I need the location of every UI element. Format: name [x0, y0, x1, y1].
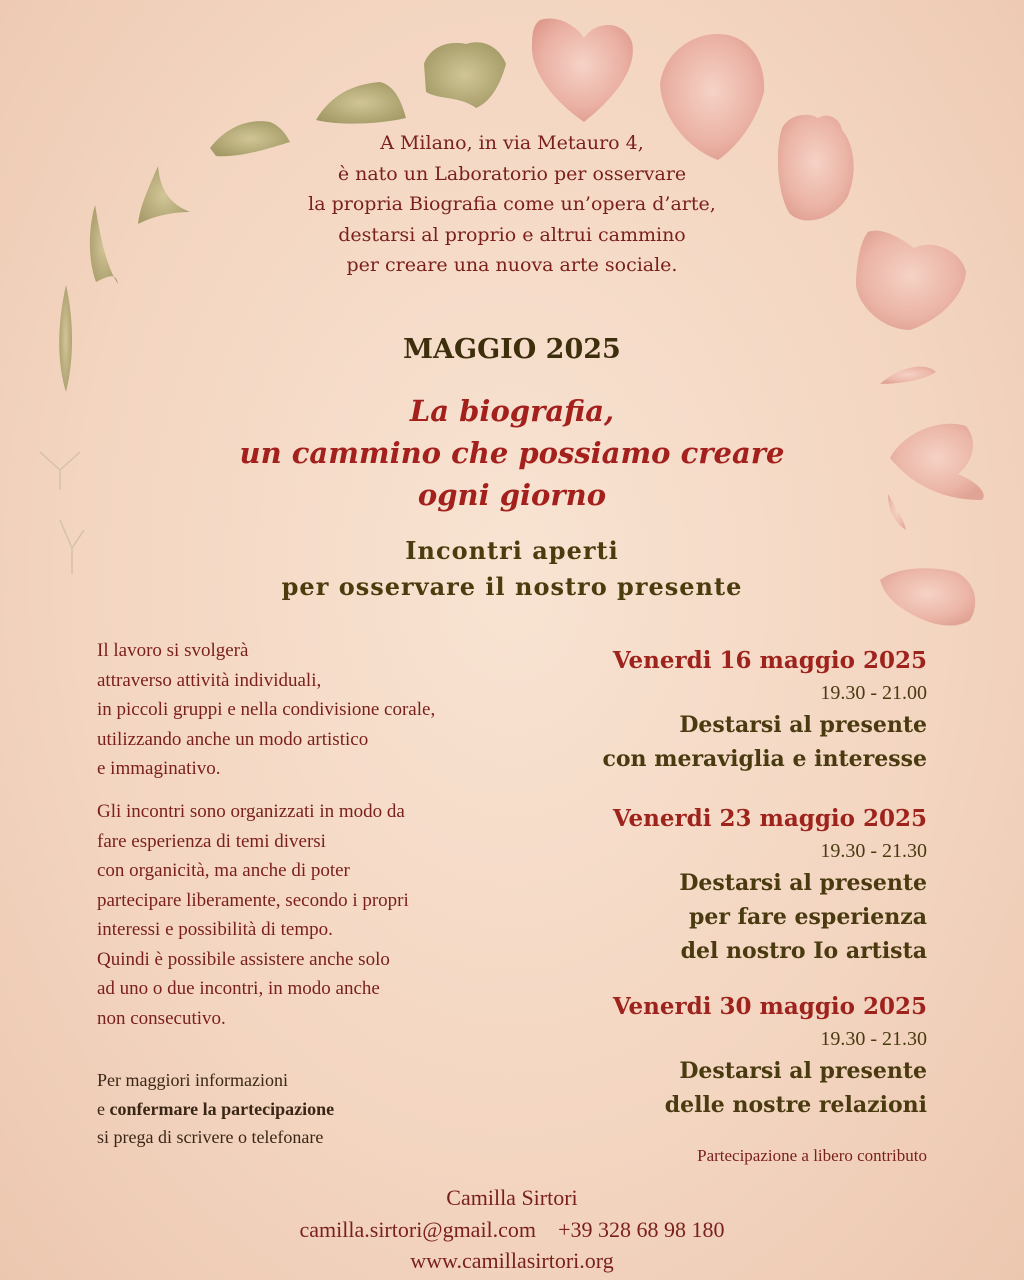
event-date: Venerdi 16 maggio 2025 [612, 647, 927, 674]
event-desc: del nostro Io artista [680, 938, 927, 964]
p1-line: attraverso attività individuali, [97, 669, 322, 691]
p2-line: interessi e possibilità di tempo. [97, 919, 333, 940]
subtitle-line-1: Incontri aperti [405, 536, 619, 565]
description-paragraph-1 [97, 636, 537, 784]
confirm-participation: confermare la partecipazione [109, 1098, 335, 1119]
petal-5 [880, 367, 936, 384]
event-desc: Destarsi al presente [679, 870, 927, 896]
intro-line-1: A Milano, in via Metauro 4, [380, 132, 644, 154]
event-time: 19.30 - 21.00 [820, 682, 927, 704]
event-1 [540, 644, 927, 776]
title-line-2: un cammino che possiamo creare [239, 436, 785, 470]
footer [0, 1182, 1024, 1277]
p1-line: in piccoli gruppi e nella condivisione corale, [97, 699, 436, 720]
contact-info [97, 1066, 537, 1152]
subtitle-line-2: per osservare il nostro presente [281, 572, 743, 601]
sprig-1 [40, 452, 80, 490]
month-heading: MAGGIO 2025 [403, 334, 621, 365]
intro-text [212, 128, 812, 281]
petal-1 [532, 19, 633, 122]
intro-line-2: è nato un Laboratorio per osservare [337, 162, 687, 185]
event-desc: per fare esperienza [688, 904, 927, 930]
description-paragraph-2 [97, 797, 537, 1033]
p2-line: ad uno o due incontri, in modo anche [97, 978, 380, 999]
organizer-name: Camilla Sirtori [446, 1185, 578, 1210]
title-line-3: ogni giorno [417, 478, 607, 512]
phone-link[interactable]: +39 328 68 98 180 [558, 1216, 725, 1242]
event-desc: Destarsi al presente [679, 1058, 927, 1084]
contact-line-3: si prega di scrivere o telefonare [97, 1127, 324, 1147]
p2-line: Quindi è possibile assistere anche solo [97, 948, 390, 970]
sprig-2 [60, 520, 84, 574]
contact-line-1: Per maggiori informazioni [97, 1070, 288, 1090]
intro-line-5: per creare una nuova arte sociale. [346, 254, 678, 276]
event-desc: Destarsi al presente [679, 712, 927, 738]
contact-line-2 [97, 1095, 537, 1124]
leaf-3 [138, 166, 190, 224]
event-date: Venerdi 23 maggio 2025 [612, 805, 927, 832]
event-2 [540, 802, 927, 968]
event-3 [540, 990, 927, 1122]
contact-line-2-prefix: e [97, 1098, 110, 1119]
leaf-6 [424, 42, 506, 108]
title-line-1: La biografia, [409, 394, 615, 428]
event-desc: delle nostre relazioni [664, 1092, 927, 1118]
email-link[interactable]: camilla.sirtori@gmail.com [299, 1216, 537, 1242]
leaf-2 [90, 205, 118, 284]
website-link[interactable]: www.camillasirtori.org [410, 1248, 614, 1273]
petal-4 [856, 231, 966, 330]
event-date: Venerdi 30 maggio 2025 [612, 993, 927, 1020]
p1-line: e immaginativo. [97, 758, 221, 779]
event-desc: con meraviglia e interesse [602, 746, 927, 772]
page-title [112, 390, 912, 516]
contribution-note: Partecipazione a libero contributo [697, 1146, 927, 1165]
p2-line: non consecutivo. [97, 1007, 226, 1029]
intro-line-4: destarsi al proprio e altrui cammino [338, 223, 686, 246]
p2-line: con organicità, ma anche di poter [97, 860, 350, 881]
subtitle [112, 533, 912, 605]
p1-line: Il lavoro si svolgerà [97, 640, 249, 661]
contact-row [0, 1214, 1024, 1246]
p2-line: fare esperienza di temi diversi [97, 830, 326, 852]
intro-line-3: la propria Biografia come un’opera d’arte, [308, 193, 716, 215]
leaf-5 [316, 82, 406, 124]
event-time: 19.30 - 21.30 [820, 840, 927, 862]
p2-line: Gli incontri sono organizzati in modo da [97, 801, 405, 822]
p1-line: utilizzando anche un modo artistico [97, 728, 369, 750]
p2-line: partecipare liberamente, secondo i propri [97, 889, 409, 911]
event-time: 19.30 - 21.30 [820, 1028, 927, 1050]
